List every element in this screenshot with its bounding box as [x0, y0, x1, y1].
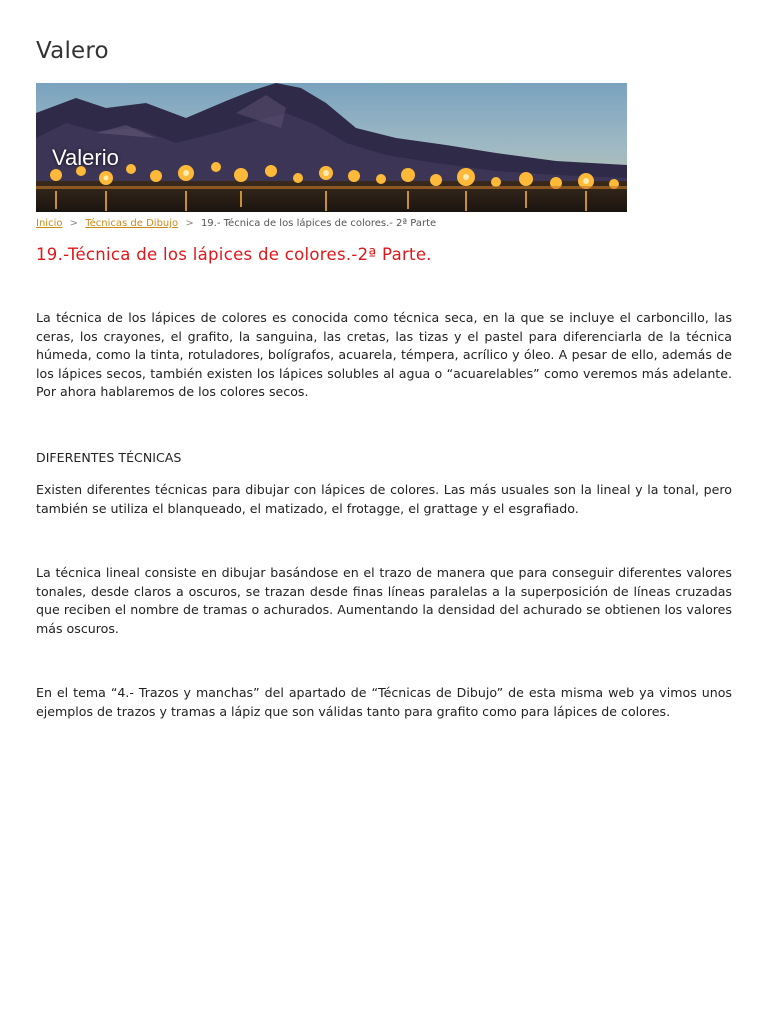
- breadcrumb: [36, 218, 436, 229]
- breadcrumb-section-link[interactable]: Técnicas de Dibujo: [85, 218, 179, 229]
- paragraph-intro: La técnica de los lápices de colores es conocida como técnica seca, en la que se incluye el carboncillo, las ceras, los crayones, el grafito, la sanguina, las cretas, las tizas y el pastel para diferenciarla de la técnica húmeda, como la tinta, rotuladores, bolígrafos, acuarela, témpera, acrílico y óleo. A pesar de ello, además de los lápices secos, también existen los lápices solubles al agua o “acuarelables” como veremos más adelante. Por ahora hablaremos de los colores secos.: [36, 310, 732, 400]
- breadcrumb-separator: >: [185, 218, 194, 229]
- banner-caption: Valerio: [52, 145, 119, 170]
- header-banner-image: [36, 83, 627, 212]
- banner-painting: [36, 83, 627, 212]
- paragraph-reference: En el tema “4.- Trazos y manchas” del apartado de “Técnicas de Dibujo” de esta misma web ya vimos unos ejemplos de trazos y tramas a lápiz que son válidas tanto para grafito como para lápices de colores.: [36, 685, 732, 719]
- page-title: 19.-Técnica de los lápices de colores.-2ª Parte.: [36, 245, 432, 264]
- paragraph-linear-technique: La técnica lineal consiste en dibujar basándose en el trazo de manera que para conseguir diferentes valores tonales, desde claros a oscuros, se trazan desde finas líneas paralelas a la superposición de líneas cruzadas que reciben el nombre de tramas o achurados. Aumentando la densidad del achurado se obtienen los valores más oscuros.: [36, 565, 732, 636]
- site-title[interactable]: Valero: [36, 38, 109, 64]
- breadcrumb-separator: >: [69, 218, 79, 229]
- section-heading: DIFERENTES TÉCNICAS: [36, 450, 182, 465]
- breadcrumb-home-link[interactable]: Inicio: [36, 218, 63, 229]
- breadcrumb-current: 19.- Técnica de los lápices de colores.- 2ª Parte: [200, 218, 437, 229]
- paragraph-techniques: Existen diferentes técnicas para dibujar con lápices de colores. Las más usuales son la lineal y la tonal, pero también se utiliza el blanqueado, el matizado, el frotagge, el grattage y el esgrafiado.: [36, 482, 732, 516]
